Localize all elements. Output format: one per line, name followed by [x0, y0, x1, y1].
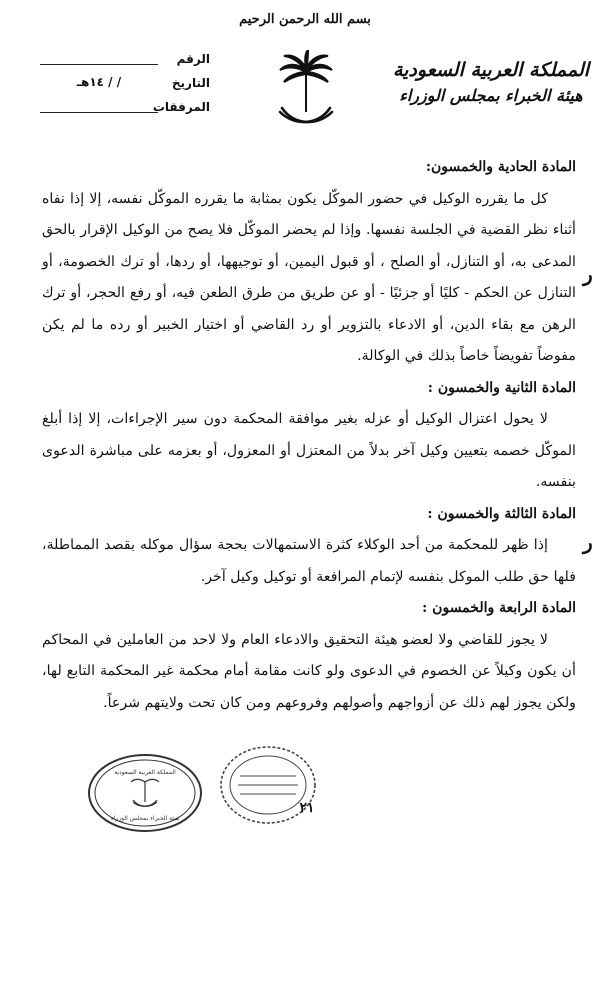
official-stamp: [86, 752, 204, 834]
article-52-heading: المادة الثانية والخمسون :: [427, 379, 576, 396]
attachments-line: [40, 112, 158, 113]
ref-label: الرقم: [176, 52, 210, 66]
attachments-label: المرفقات: [152, 100, 210, 114]
basmala-calligraphy: بسم الله الرحمن الرحيم: [239, 12, 371, 27]
organization-header: [380, 56, 602, 108]
ref-number-row: [40, 48, 210, 72]
date-format: / / ١٤هـ: [76, 75, 122, 89]
document-body: [42, 152, 576, 719]
date-label: التاريخ: [171, 76, 210, 90]
date-row: [40, 72, 210, 96]
stamp-top-text: المملكة العربية السعودية: [114, 769, 176, 776]
saudi-emblem-icon: [274, 50, 338, 130]
org-country: المملكة العربية السعودية: [392, 59, 590, 81]
attachments-row: [40, 96, 210, 120]
org-name: هيئة الخبراء بمجلس الوزراء: [399, 86, 583, 105]
article-51-text: كل ما يقرره الوكيل في حضور الموكّل يكون بمثابة ما يقرره الموكّل نفسه، إلا إذا نفاه أثناء نظر القضية في الجلسة نفسها. وإذا لم يحضر الموكّل فلا يصح من الوكيل الإقرار بالحق المدعى به، أو التنازل، أو الصلح ، أو قبول اليمين، أو توجيهها، أو ردها، أو ترك الخصومة، أو التنازل عن الحكم - كليًا أو جزئيًا - أو عن طريق من طرق الطعن فيه، أو رفع الحجر، أو ترك الرهن مع بقاء الدين، أو الادعاء بالتزوير أو رد القاضي أو اختيار الخبير أو رده ما لم يكن مفوضاً تفويضاً خاصاً بذلك في الوكالة.: [42, 190, 576, 364]
article-54-text: لا يجوز للقاضي ولا لعضو هيئة التحقيق والادعاء العام ولا لاحد من العاملين في المحاكم أن يكون وكيلاً عن الخصوم في الدعوى ولو كانت مقامة أمام محكمة غير المحكمة التابع لها، ولكن يجوز لهم ذلك عن أزواجهم وأصولهم وفروعهم ومن كان تحت ولايتهم شرعاً.: [42, 631, 576, 711]
article-54-heading: المادة الرابعة والخمسون :: [422, 600, 576, 616]
reference-block: [40, 48, 210, 120]
page-number: ٢١: [299, 800, 315, 816]
margin-mark: ر: [583, 262, 593, 286]
article-52-text: لا يحول اعتزال الوكيل أو عزله بغير موافقة المحكمة دون سير الإجراءات، إلا إذا أبلغ الموكّل خصمه بتعيين وكيل آخر بدلاً من المعتزل أو المعزول، أو بعزمه على مباشرة الدعوى بنفسه.: [42, 411, 576, 490]
article-53-heading: المادة الثالثة والخمسون :: [427, 505, 576, 522]
ref-line: [40, 64, 158, 65]
article-51-heading: المادة الحادية والخمسون:: [425, 159, 576, 175]
margin-mark: ر: [583, 530, 593, 554]
article-53-text: إذا ظهر للمحكمة من أحد الوكلاء كثرة الاستمهالات بحجة سؤال موكله بقصد المماطلة، فلها حق طلب الموكل بنفسه لإتمام المرافعة أو توكيل وكيل آخر.: [42, 537, 576, 585]
stamp-bottom-text: هيئة الخبراء بمجلس الوزراء: [110, 815, 180, 822]
